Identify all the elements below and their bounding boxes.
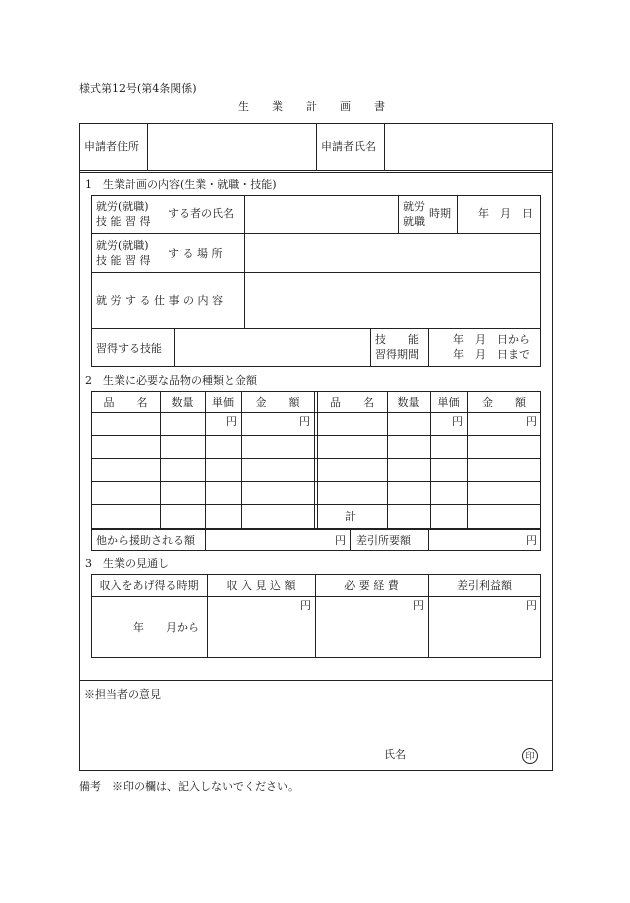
divider [467,391,468,529]
divider [174,328,175,367]
net-yen[interactable]: 円 [526,534,537,547]
col-header-unit-price: 単価 [437,396,460,409]
divider [384,123,385,171]
col-header-quantity: 数量 [397,396,420,409]
timing-label: 就労 [403,200,425,213]
divider [370,328,371,367]
col-header-net-profit: 差引利益額 [457,579,512,592]
net-label: 差引所要額 [356,534,411,547]
yen-unit: 円 [300,599,311,612]
yen-unit: 円 [452,415,463,428]
work-field[interactable] [246,275,538,325]
divider [244,195,245,272]
yen-unit: 円 [526,415,537,428]
col-header-expected-income: 収 入 見 込 額 [226,579,296,592]
divider [314,391,315,529]
period-from[interactable]: 年 月 日から [453,333,530,346]
applicant-name-field[interactable] [386,126,550,168]
applicant-address-field[interactable] [148,126,314,168]
divider [91,272,541,273]
place-label: 技 能 習 得 [96,254,151,267]
double-divider [79,170,553,173]
divider [241,391,242,529]
divider [350,529,351,551]
yen-unit: 円 [226,415,237,428]
aid-label: 他から援助される額 [96,534,195,547]
period-label: 技 能 [375,333,419,346]
work-label: 就 労 す る 仕 事 の 内 容 [96,294,223,307]
period-label: 習得期間 [375,348,419,361]
timing-date[interactable]: 年 月 日 [478,207,533,220]
skill-field[interactable] [176,331,368,365]
place-field[interactable] [246,236,538,270]
place-label: 就労(就職) [96,239,149,252]
divider [79,680,553,681]
opinion-field[interactable] [84,705,549,745]
timing-label: 就職 [403,215,425,228]
divider [91,481,541,482]
divider [91,435,541,436]
divider [91,504,541,505]
footnote: 備考 ※印の欄は、記入しないでください。 [79,780,299,793]
col-header-amount: 金 額 [482,396,526,409]
divider [457,195,458,233]
period-to[interactable]: 年 月 日まで [453,348,530,361]
divider [428,328,429,367]
place-label: す る 場 所 [168,247,223,260]
form-title: 生 業 計 画 書 [238,100,391,113]
person-label: する者の氏名 [168,207,234,220]
col-header-item: 品 名 [330,396,374,409]
col-header-quantity: 数量 [171,396,194,409]
col-header-amount: 金 額 [255,396,300,409]
divider [91,233,541,234]
form-number: 様式第12号(第4条関係) [79,82,197,95]
divider [91,458,541,459]
skill-label: 習得する技能 [96,342,162,355]
divider [91,596,541,597]
col-header-unit-price: 単価 [212,396,234,409]
divider [430,391,431,529]
section1-heading: 1 生業計画の内容(生業・就職・技能) [85,178,277,191]
divider [317,391,318,529]
person-label: 技 能 習 得 [96,215,151,228]
divider [91,328,541,329]
applicant-address-label: 申請者住所 [84,140,139,153]
applicant-name-label: 申請者氏名 [321,140,376,153]
divider [398,195,399,233]
divider [205,391,206,529]
divider [160,391,161,529]
divider [316,123,317,171]
divider [91,412,541,413]
col-header-income-period: 収入をあげ得る時期 [99,579,199,592]
yen-unit: 円 [299,415,310,428]
opinion-label: ※担当者の意見 [84,688,161,701]
divider [387,391,388,529]
col-header-expenses: 必 要 経 費 [344,579,399,592]
yen-unit: 円 [526,599,537,612]
timing-label: 時期 [429,207,451,220]
section3-heading: 3 生業の見通し [85,557,169,570]
income-period-from[interactable]: 年 月から [133,621,199,634]
total-label: 計 [345,510,356,523]
col-header-item: 品 名 [103,396,148,409]
divider [244,272,245,328]
yen-unit: 円 [413,599,424,612]
aid-yen[interactable]: 円 [335,534,346,547]
person-label: 就労(就職) [96,200,149,213]
opinion-name-label: 氏名 [384,748,406,761]
seal-icon: 印 [522,748,538,764]
section2-heading: 2 生業に必要な品物の種類と金額 [85,374,257,387]
person-name-field[interactable] [246,197,396,231]
